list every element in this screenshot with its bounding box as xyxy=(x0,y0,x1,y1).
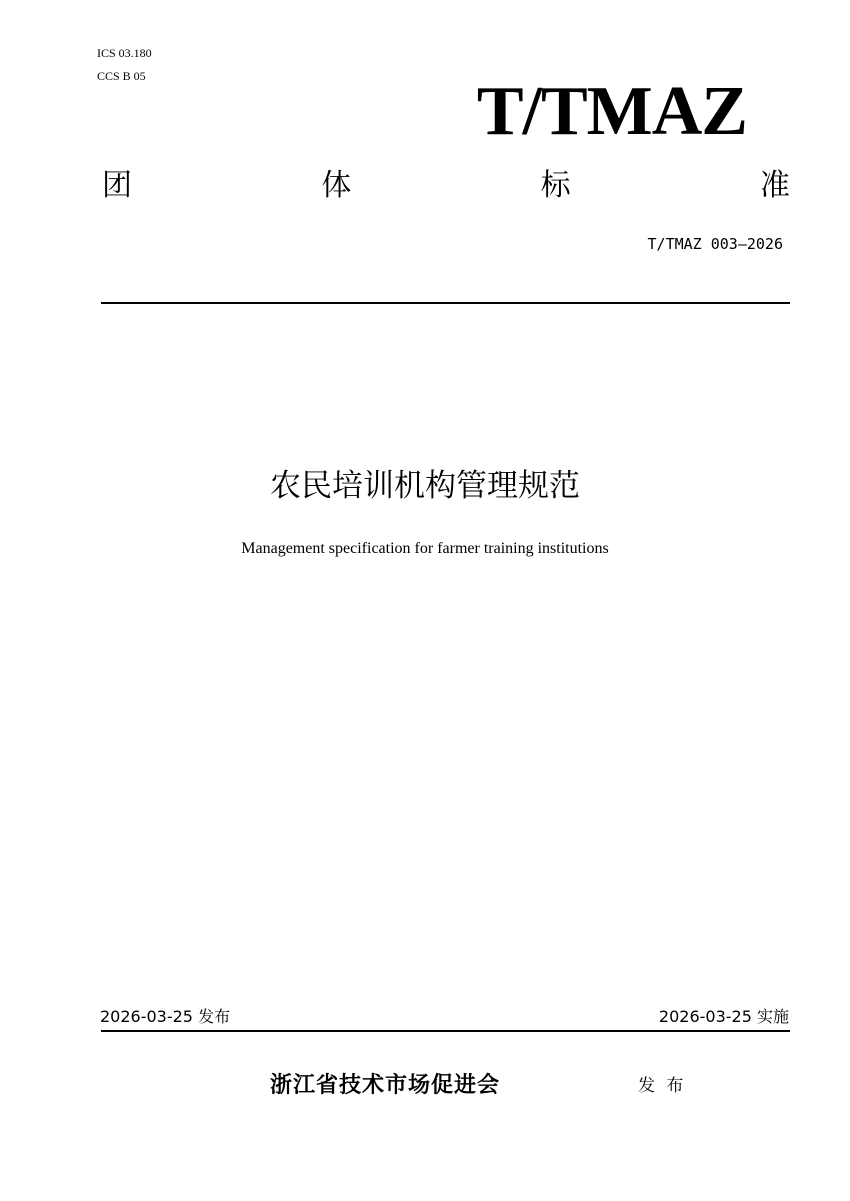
standard-type-char: 准 xyxy=(759,168,790,203)
document-title-english: Management specification for farmer training institutions xyxy=(241,540,609,557)
issuer-name: 浙江省技术市场促进会 xyxy=(270,1073,501,1098)
standard-type-char: 团 xyxy=(102,168,132,203)
standard-brand: T/TMAZ xyxy=(476,73,747,150)
implement-date: 2026-03-25 实施 xyxy=(658,1007,789,1026)
bottom-divider xyxy=(101,1030,790,1032)
standard-type-heading xyxy=(102,163,790,209)
standard-type-char: 体 xyxy=(321,168,352,203)
ics-code: ICS 03.180 xyxy=(97,46,152,60)
document-title-chinese: 农民培训机构管理规范 xyxy=(270,468,580,504)
ccs-code: CCS B 05 xyxy=(97,69,146,83)
standard-number: T/TMAZ 003—2026 xyxy=(647,235,783,253)
publish-date: 2026-03-25 发布 xyxy=(100,1007,231,1026)
standard-type-char: 标 xyxy=(540,168,571,203)
issuer-label: 发 布 xyxy=(638,1076,687,1096)
top-divider xyxy=(101,302,790,304)
